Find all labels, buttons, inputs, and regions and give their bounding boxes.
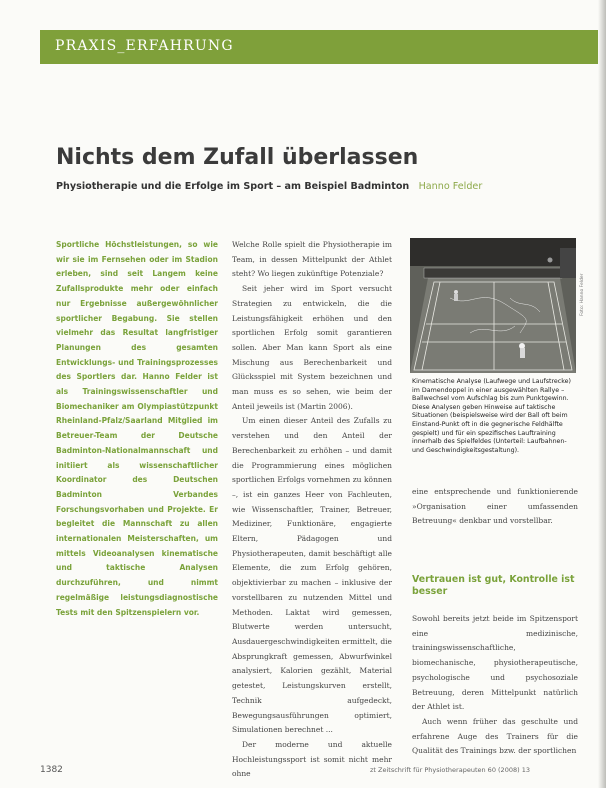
article-subtitle: Physiotherapie und die Erfolge im Sport – am Beispiel Badminton	[56, 181, 410, 192]
body-column-2	[232, 238, 392, 782]
figure-caption: Kinematische Analyse (Laufwege und Laufstrecke) im Damendoppel in einer ausgewählten Rallye – Ballwechsel vom Aufschlag bis zum Punktgewinn. Diese Analysen geben Hinweise auf taktische Situationen (beispielsweise wird der Ball oft beim Einstand-Punkt oft in die gegnerische Feldhälfte gespielt) und für ein spezifisches Lauftraining innerhalb des Spielfeldes (Unterteil: Laufbahnen- und Geschwindigkeitsgestaltung).	[412, 378, 572, 454]
article-title: Nichts dem Zufall überlassen	[56, 145, 419, 170]
body-paragraph: Um einen dieser Anteil des Zufalls zu verstehen und den Anteil der Berechenbarkeit zu erhöhen – und damit die Programmierung eines möglichen sportlichen Erfolgs vornehmen zu können –, ist ein ganzes Heer von Fachleuten, wie Wissenschaftler, Trainer, Betreuer, Mediziner, Funktionäre, engagierte Eltern, Pädagogen und Physiotherapeuten, damit beschäftigt alle Elemente, die zum Erfolg gehören, objektivierbar zu machen – inklusive der vorstellbaren zu nutzenden Mittel und Methoden. Laktat wird gemessen, Blutwerte werden untersucht, Ausdauergeschwindigkeiten ermittelt, die Absprungkraft gemessen, Abwurfwinkel analysiert, Kalorien gezählt, Material getestet, Leistungskurven erstellt, Technik aufgedeckt, Bewegungsausführungen optimiert, Simulationen berechnet ...	[232, 416, 392, 735]
page-number: 1382	[40, 765, 63, 775]
section-header-bar	[40, 30, 606, 64]
body-paragraph: Sowohl bereits jetzt beide im Spitzensport eine medizinische, trainingswissenschaftliche, biomechanische, physiotherapeutische, psychologische und psychosoziale Betreuung, deren Mittelpunkt natürlich der Athlet ist.	[412, 614, 578, 712]
body-column-3-top	[412, 485, 578, 529]
badminton-court-photo	[410, 238, 576, 373]
body-paragraph: eine entsprechende und funktionierende »Organisation einer umfassenden Betreuung« denkbar und vorstellbar.	[412, 487, 578, 526]
page-fold-shadow	[598, 0, 606, 788]
body-paragraph: Welche Rolle spielt die Physiotherapie im Team, in dessen Mittelpunkt der Athlet steht? Wo liegen zukünftige Potenziale?	[232, 240, 392, 279]
article-author: Hanno Felder	[418, 181, 483, 192]
section-heading: Vertrauen ist gut, Kontrolle ist besser	[412, 574, 575, 597]
photo-credit: Foto: Hanno Felder	[580, 273, 585, 316]
body-paragraph: Der moderne und aktuelle Hochleistungssport ist somit nicht mehr ohne	[232, 739, 392, 779]
lead-paragraph: Sportliche Höchstleistungen, so wie wir sie im Fernsehen oder im Stadion erleben, sind seit Langem keine Zufallsprodukte mehr oder einfach nur Ergebnisse außergewöhnlicher sportlicher Begabung. Sie stellen vielmehr das Resultat langfristiger Planungen des gesamten Entwicklungs- und Trainingsprozesses des Sportlers dar. Hanno Felder ist als Trainingswissenschaftler und Biomechaniker am Olympiastützpunkt Rheinland-Pfalz/Saarland Mitglied im Betreuer-Team der Deutsche Badminton-Nationalmannschaft und initiiert als wissenschaftlicher Koordinator des Deutschen Badminton Verbandes Forschungsvorhaben und Projekte. Er begleitet die Mannschaft zu allen internationalen Meisterschaften, um mittels Videoanalysen kinematische und taktische Analysen durchzuführen, und nimmt regelmäßige leistungsdiagnostische Tests mit den Spitzenspielern vor.	[56, 240, 218, 617]
section-label: PRAXIS_ERFAHRUNG	[55, 38, 234, 54]
article-subtitle-line	[56, 181, 482, 192]
court-image	[410, 238, 576, 373]
body-paragraph: Auch wenn früher das geschulte und erfahrene Auge des Trainers für die Qualität des Trainings bzw. der sportlichen	[412, 716, 578, 756]
lead-column	[56, 238, 218, 620]
journal-footer: zt Zeitschrift für Physiotherapeuten 60 (2008) 13	[370, 766, 530, 774]
body-paragraph: Seit jeher wird im Sport versucht Strategien zu entwickeln, die die Leistungsfähigkeit erhöhen und den sportlichen Erfolg somit garantieren sollen. Aber Man kann Sport als eine Mischung aus Berechenbarkeit und Glücksspiel mit System bezeichnen und man muss es so sehen, wie beim der Anteil jeweils ist (Martin 2006).	[232, 284, 392, 411]
body-column-3-bottom	[412, 612, 578, 759]
